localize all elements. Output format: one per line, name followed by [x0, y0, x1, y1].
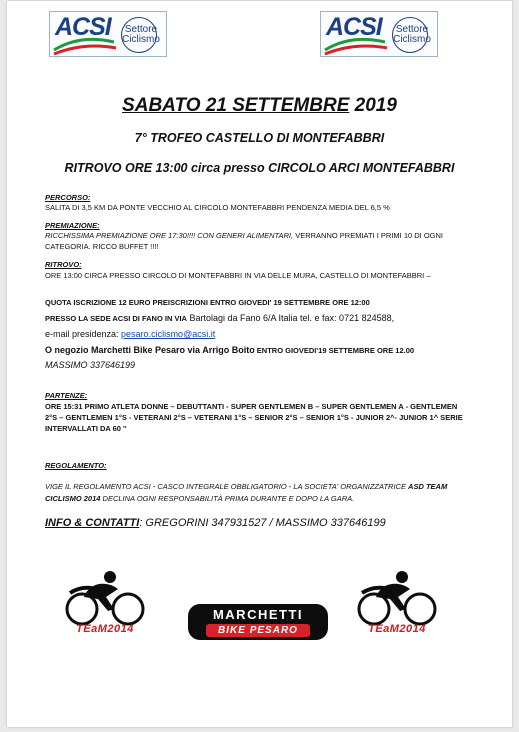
massimo-phone: MASSIMO 337646199: [45, 360, 136, 370]
acsi-brand-text: ACSI: [55, 13, 111, 41]
event-subtitle: 7° TROFEO CASTELLO DI MONTEFABBRI: [134, 131, 385, 145]
regolamento-line1: VIGE IL REGOLAMENTO ACSI - CASCO INTEGRALE OBBLIGATORIO - LA SOCIETA' ORGANIZZATRICE ASD TEAM: [45, 482, 448, 491]
email-line: e-mail presidenza: pesaro.ciclismo@acsi.it: [45, 329, 216, 339]
marchetti-bike-pesaro-logo: MARCHETTI BIKE PESARO: [188, 604, 328, 640]
ritrovo-text: ORE 13:00 CIRCA PRESSO CIRCOLO DI MONTEFABBRI IN VIA DELLE MURA, CASTELLO DI MONTEFABBRI –: [45, 271, 431, 280]
settore-ciclismo-badge: Settore Ciclismo: [389, 15, 435, 55]
regolamento-label: REGOLAMENTO:: [45, 461, 107, 470]
partenze-label: PARTENZE:: [45, 391, 88, 400]
premiazione-line1: RICCHISSIMA PREMIAZIONE ORE 17:30!!!! CON GENERI ALIMENTARI, VERRANNO PREMIATI I PRIMI 10 DI OGNI: [45, 231, 443, 240]
acsi-logo-left: [49, 11, 167, 57]
partenze-line2: 2°S – GENTLEMEN 1°S - VETERANI 2°S – VETERANI 1°S – SENIOR 2°S – SENIOR 1°S - JUNIOR 2^- JUNIOR 1^ SERIE: [45, 413, 463, 422]
partenze-line3: INTERVALLATI DA 60 '': [45, 424, 127, 433]
acsi-logo-right: [320, 11, 438, 57]
percorso-text: SALITA DI 3,5 KM DA PONTE VECCHIO AL CIRCOLO MONTEFABBRI PENDENZA MEDIA DEL 6,5 %: [45, 203, 390, 212]
premiazione-label: PREMIAZIONE:: [45, 221, 100, 230]
cyclist-icon: [60, 567, 150, 627]
info-contacts: INFO & CONTATTI: GREGORINI 347931527 / MASSIMO 337646199: [45, 517, 386, 529]
cyclist-icon: [352, 567, 442, 627]
team-logo-text: TEaM2014: [76, 623, 134, 635]
meeting-point-heading: RITROVO ORE 13:00 circa presso CIRCOLO ARCI MONTEFABBRI: [64, 161, 455, 175]
team-2014-logo-left: [60, 567, 150, 643]
negozio-line: O negozio Marchetti Bike Pesaro via Arrigo Boito ENTRO GIOVEDI'19 SETTEMBRE ORE 12.00: [45, 345, 415, 355]
ritrovo-label: RITROVO:: [45, 260, 82, 269]
acsi-brand-text: ACSI: [326, 13, 382, 41]
quota-iscrizione: QUOTA ISCRIZIONE 12 EURO PREISCRIZIONI ENTRO GIOVEDI' 19 SETTEMBRE ORE 12:00: [45, 298, 370, 307]
flyer-page: [7, 1, 512, 727]
team-logo-text: TEaM2014: [368, 623, 426, 635]
premiazione-line2: CATEGORIA. RICCO BUFFET !!!!: [45, 242, 159, 251]
email-link[interactable]: pesaro.ciclismo@acsi.it: [121, 329, 216, 339]
sede-address: PRESSO LA SEDE ACSI DI FANO IN VIA Bartolagi da Fano 6/A Italia tel. e fax: 0721 824588,: [45, 313, 395, 323]
event-date-title: SABATO 21 SETTEMBRE 2019: [122, 95, 397, 116]
settore-ciclismo-badge: Settore Ciclismo: [118, 15, 164, 55]
regolamento-line2: CICLISMO 2014 DECLINA OGNI RESPONSABILITÀ PRIMA DURANTE E DOPO LA GARA.: [45, 494, 355, 503]
team-2014-logo-right: [352, 567, 442, 643]
partenze-line1: ORE 15:31 PRIMO ATLETA DONNE – DEBUTTANTI - SUPER GENTLEMEN B – SUPER GENTLEMEN A - GENTLEMEN: [45, 402, 458, 411]
percorso-label: PERCORSO:: [45, 193, 91, 202]
